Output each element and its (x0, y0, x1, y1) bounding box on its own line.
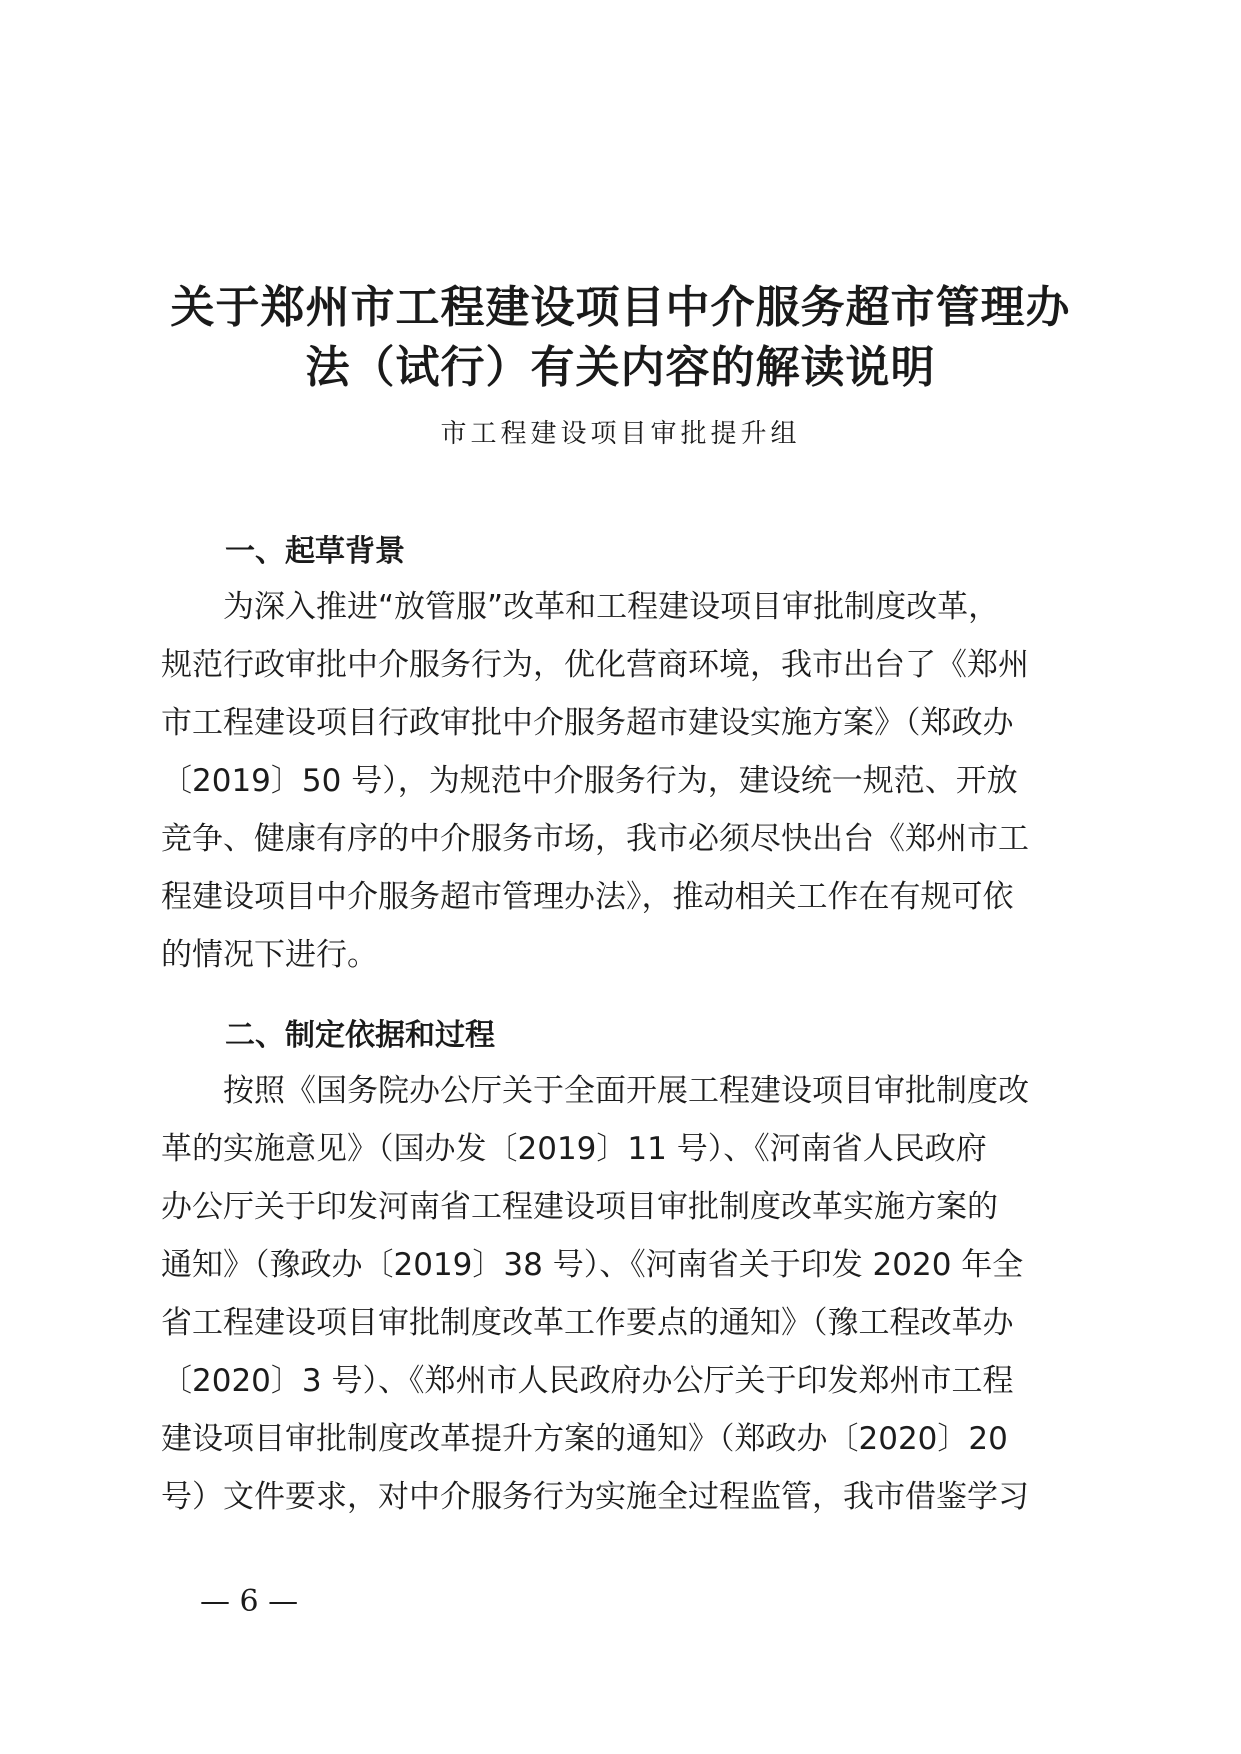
paragraph-line: 竞争、健康有序的中介服务市场，我市必须尽快出台《郑州市工 (161, 821, 1029, 857)
paragraph-line: 规范行政审批中介服务行为，优化营商环境，我市出台了《郑州 (161, 647, 1029, 683)
section-heading-background: 一、起草背景 (225, 534, 405, 569)
paragraph-line: 按照《国务院办公厅关于全面开展工程建设项目审批制度改 (223, 1073, 1029, 1109)
paragraph-line: 革的实施意见》（国办发〔2019〕11 号）、《河南省人民政府 (161, 1131, 987, 1167)
paragraph-line: 为深入推进“放管服”改革和工程建设项目审批制度改革， (223, 589, 1000, 625)
paragraph-line: 市工程建设项目行政审批中介服务超市建设实施方案》（郑政办 (161, 705, 1014, 741)
document-title-line-2: 法（试行）有关内容的解读说明 (305, 342, 936, 393)
paragraph-line: 省工程建设项目审批制度改革工作要点的通知》（豫工程改革办 (161, 1305, 1014, 1341)
document-author: 市工程建设项目审批提升组 (440, 419, 801, 449)
paragraph-line: 通知》（豫政办〔2019〕38 号）、《河南省关于印发 2020 年全 (161, 1247, 1024, 1283)
paragraph-line: 号）文件要求，对中介服务行为实施全过程监管，我市借鉴学习 (161, 1479, 1029, 1515)
paragraph-line: 办公厅关于印发河南省工程建设项目审批制度改革实施方案的 (161, 1189, 998, 1225)
paragraph-line: 〔2020〕3 号）、《郑州市人民政府办公厅关于印发郑州市工程 (161, 1363, 1014, 1399)
page-number: — 6 — (200, 1584, 299, 1619)
paragraph-line: 建设项目审批制度改革提升方案的通知》（郑政办〔2020〕20 (161, 1421, 1008, 1457)
document-title-line-1: 关于郑州市工程建设项目中介服务超市管理办 (170, 282, 1071, 333)
paragraph-line: 程建设项目中介服务超市管理办法》，推动相关工作在有规可依 (161, 879, 1014, 915)
paragraph-line: 的情况下进行。 (161, 937, 378, 973)
paragraph-line: 〔2019〕50 号），为规范中介服务行为，建设统一规范、开放 (161, 763, 1018, 799)
section-heading-basis-and-process: 二、制定依据和过程 (225, 1018, 495, 1053)
